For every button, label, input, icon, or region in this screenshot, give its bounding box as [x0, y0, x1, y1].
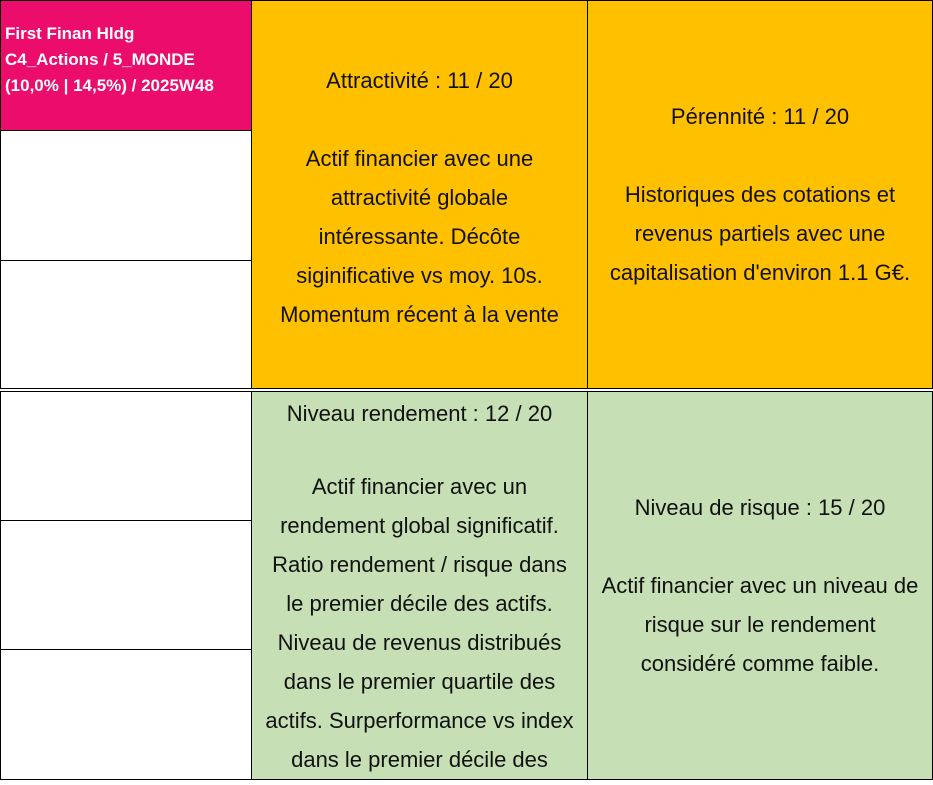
perennite-line: Historiques des cotations et — [624, 182, 896, 207]
rendement-line: Actif financier avec un — [311, 474, 528, 499]
asset-period: (10,0% | 14,5%) / 2025W48 — [5, 76, 214, 95]
empty-cell — [0, 260, 252, 389]
perennite-line: revenus partiels avec une — [634, 221, 886, 246]
attractivite-line: Momentum récent à la vente — [280, 302, 559, 327]
attractivite-line: intéressante. Décôte — [318, 224, 521, 249]
rendement-line: dans le premier quartile des — [283, 669, 556, 694]
perennite-title: Pérennité : 11 / 20 — [670, 104, 850, 129]
empty-cell — [0, 520, 252, 650]
risque-title: Niveau de risque : 15 / 20 — [634, 495, 886, 520]
rendement-cell — [251, 391, 588, 780]
asset-header-cell — [0, 0, 252, 131]
rendement-line: dans le premier décile des — [291, 747, 548, 772]
empty-cell — [0, 649, 252, 780]
asset-category: C4_Actions / 5_MONDE — [5, 50, 195, 69]
attractivite-line: siginificative vs moy. 10s. — [296, 263, 543, 288]
rendement-line: Niveau de revenus distribués — [277, 630, 562, 655]
attractivite-cell — [251, 0, 588, 389]
rendement-line: le premier décile des actifs. — [286, 591, 553, 616]
rendement-line: rendement global significatif. — [280, 513, 559, 538]
asset-name: First Finan Hldg — [5, 24, 135, 43]
risque-line: considéré comme faible. — [640, 651, 880, 676]
attractivite-line: Actif financier avec une — [305, 146, 534, 171]
rendement-line: actifs. Surperformance vs index — [265, 708, 574, 733]
perennite-line: capitalisation d'environ 1.1 G€. — [609, 260, 911, 285]
rendement-line: Ratio rendement / risque dans — [272, 552, 567, 577]
empty-cell — [0, 391, 252, 521]
attractivite-line: attractivité globale — [330, 185, 509, 210]
risque-line: risque sur le rendement — [644, 612, 876, 637]
empty-cell — [0, 130, 252, 261]
risque-cell — [587, 391, 933, 780]
risque-line: Actif financier avec un niveau de — [601, 573, 919, 598]
rendement-title: Niveau rendement : 12 / 20 — [286, 401, 553, 426]
attractivite-title: Attractivité : 11 / 20 — [326, 68, 513, 93]
perennite-cell — [587, 0, 933, 389]
